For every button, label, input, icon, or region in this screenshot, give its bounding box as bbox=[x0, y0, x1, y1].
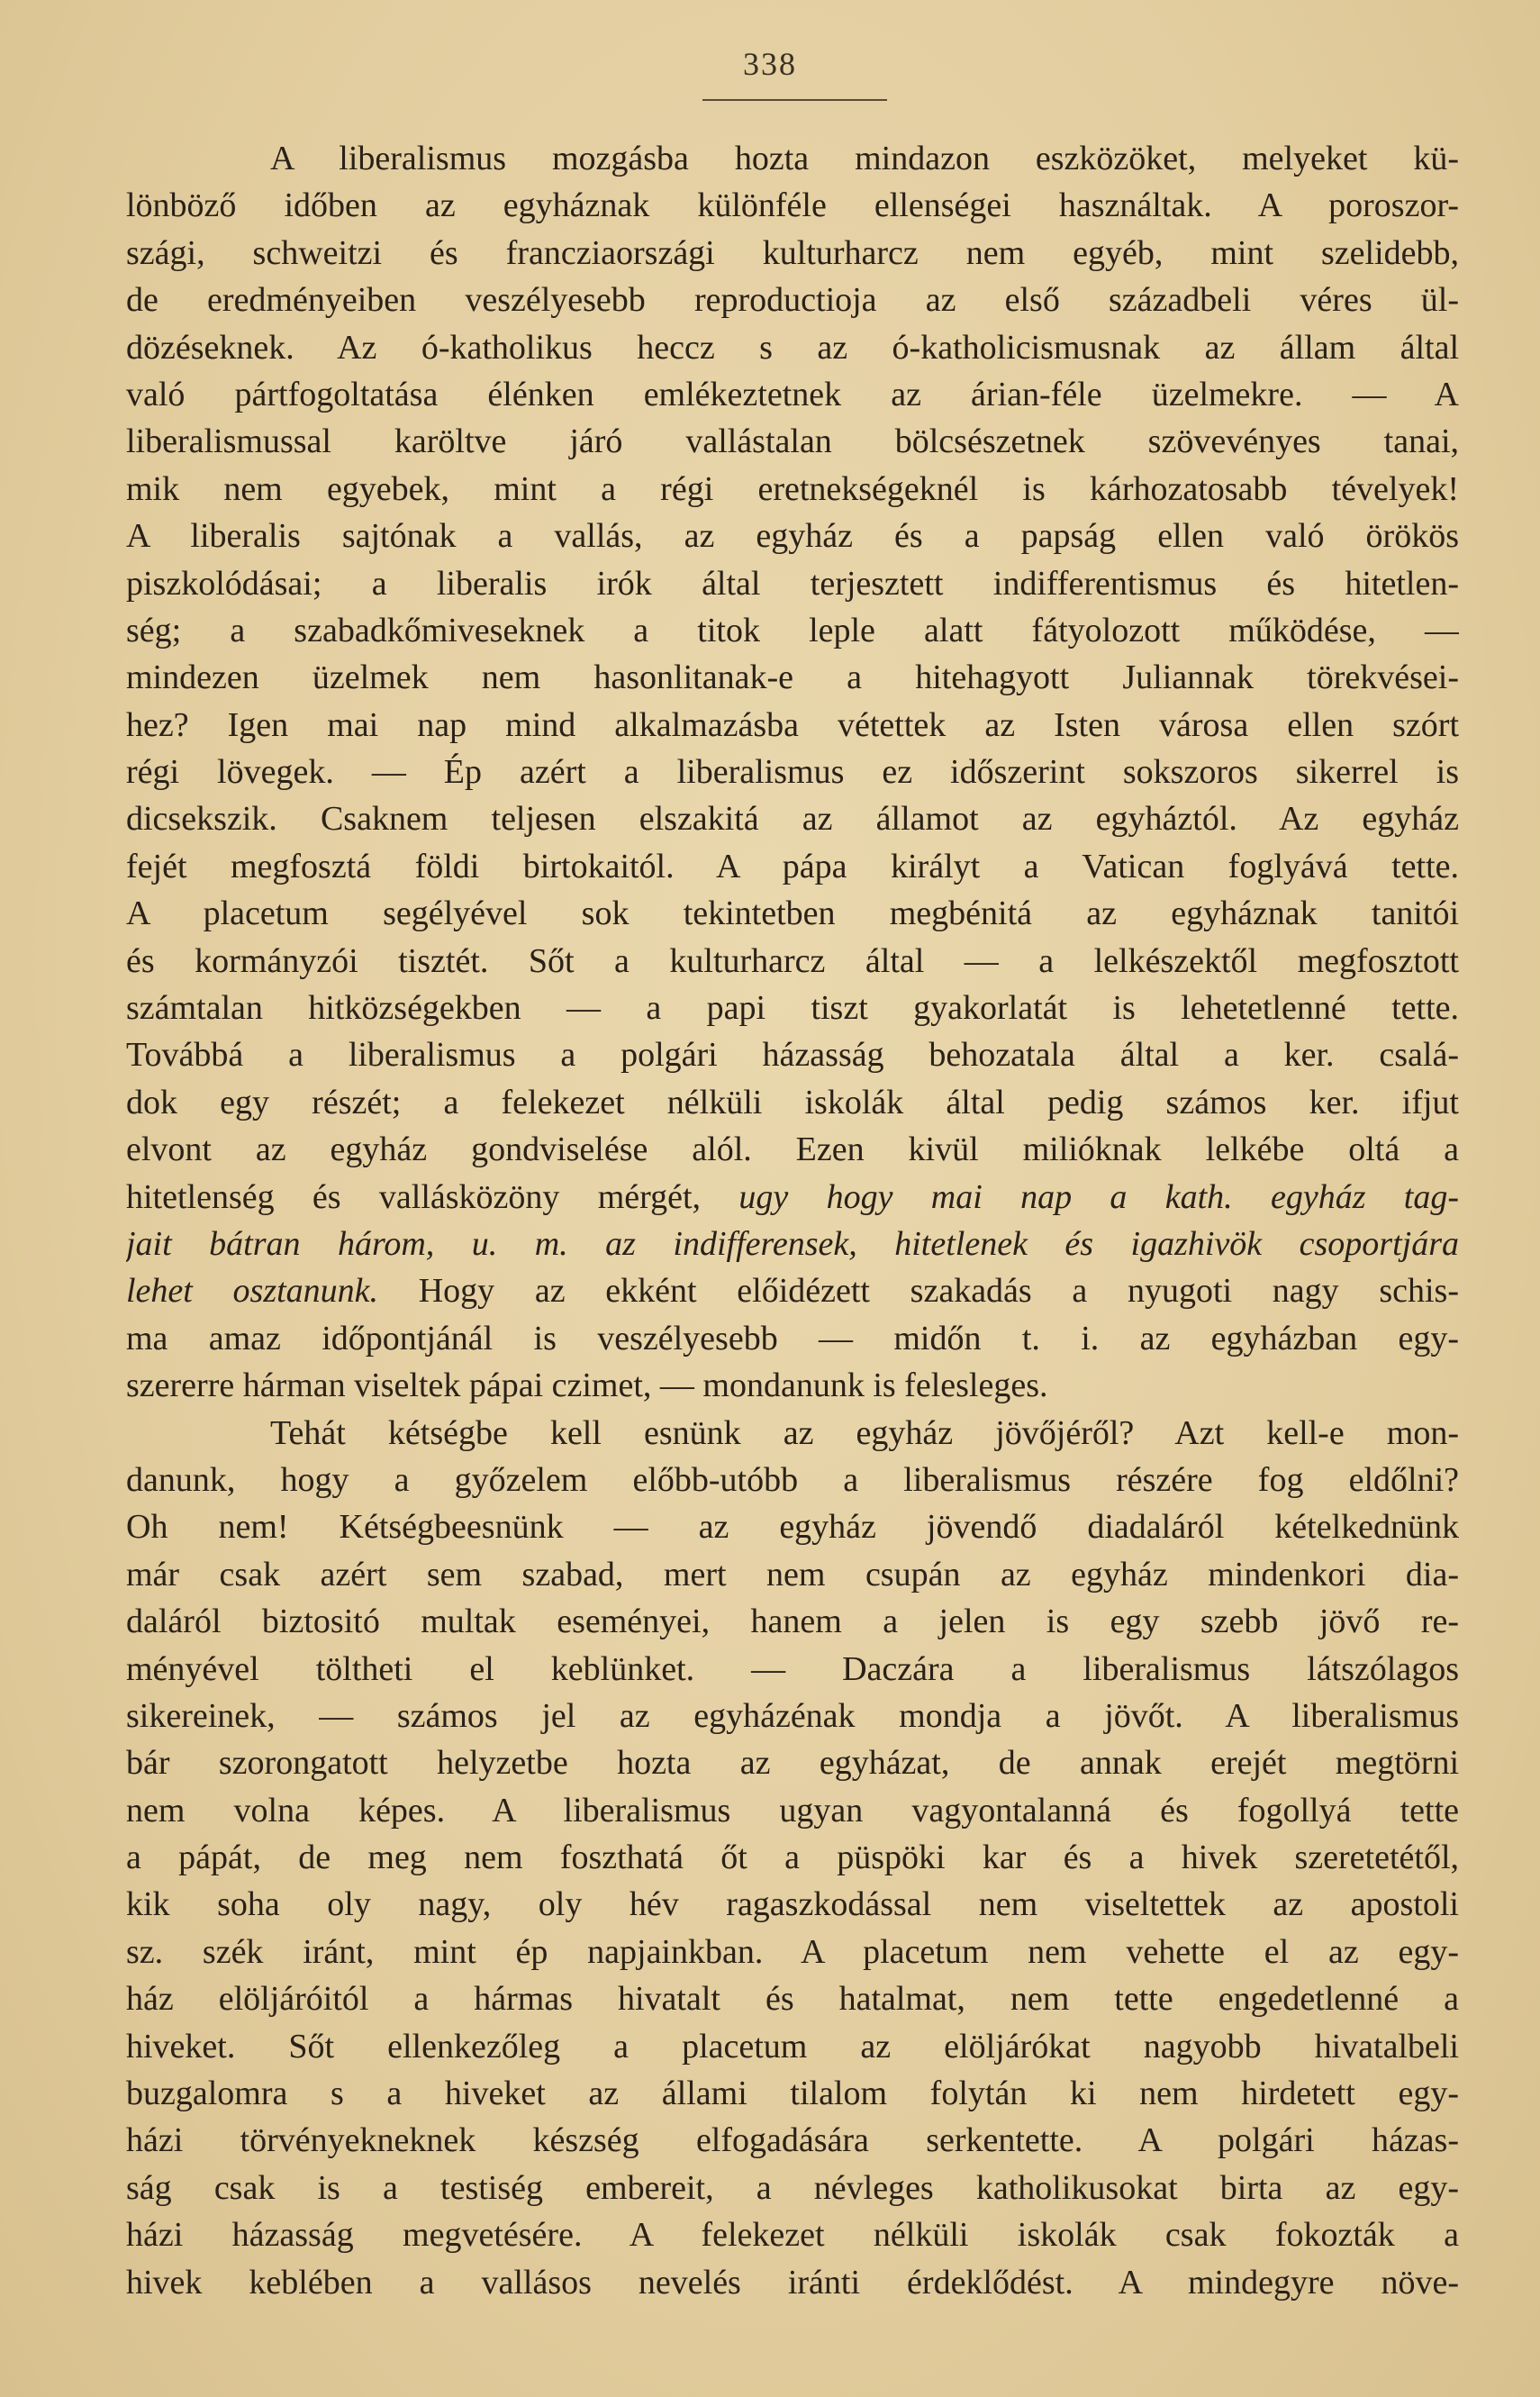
text-line bbox=[126, 1457, 1459, 1503]
line-text: hivek keblében a vallásos nevelés iránti érdeklődést. A mindegyre növe- bbox=[126, 2263, 1459, 2302]
line-text: lönböző időben az egyháznak különféle ellenségei használtak. A poroszor- bbox=[126, 186, 1459, 225]
text-line bbox=[126, 938, 1459, 985]
line-text: való pártfogoltatása élénken emlékeztetnek az árian-féle üzelmekre. — A bbox=[126, 375, 1459, 413]
text-line bbox=[126, 1126, 1459, 1173]
text-line bbox=[126, 2211, 1459, 2258]
line-text: ményével töltheti el keblünket. — Daczára a liberalismus látszólagos bbox=[126, 1649, 1459, 1688]
line-text: hiveket. Sőt ellenkezőleg a placetum az elöljárókat nagyobb hivatalbeli bbox=[126, 2027, 1459, 2066]
text-line bbox=[126, 1031, 1459, 1078]
line-text: piszkolódásai; a liberalis irók által terjesztett indifferentismus és hitetlen- bbox=[126, 564, 1459, 603]
line-text: kik soha oly nagy, oly hév ragaszkodással nem viseltettek az apostoli bbox=[126, 1885, 1459, 1924]
line-text: szererre hárman viseltek pápai czimet, — mondanunk is felesleges. bbox=[126, 1366, 1048, 1405]
line-text: bár szorongatott helyzetbe hozta az egyházat, de annak erejét megtörni bbox=[126, 1744, 1459, 1783]
italic-text: ugy hogy mai nap a kath. egyház tag- bbox=[701, 1177, 1459, 1216]
line-text: szági, schweitzi és francziaországi kulturharcz nem egyéb, mint szelidebb, bbox=[126, 233, 1459, 272]
text-line bbox=[126, 182, 1459, 229]
text-line bbox=[126, 466, 1459, 513]
line-text: házi házasság megvetésére. A felekezet nélküli iskolák csak fokozták a bbox=[126, 2216, 1459, 2255]
text-line bbox=[126, 654, 1459, 701]
line-text: sikereinek, — számos jel az egyházénak mondja a jövőt. A liberalismus bbox=[126, 1696, 1459, 1735]
line-text: számtalan hitközségekben — a papi tiszt gyakorlatát is lehetetlenné tette. bbox=[126, 989, 1459, 1028]
text-line bbox=[126, 749, 1459, 795]
line-text: A placetum segélyével sok tekintetben megbénitá az egyháznak tanitói bbox=[126, 894, 1459, 933]
line-text: hez? Igen mai nap mind alkalmazásba vétettek az Isten városa ellen szórt bbox=[126, 705, 1459, 744]
text-line bbox=[126, 1503, 1459, 1550]
text-line bbox=[126, 1739, 1459, 1786]
text-line bbox=[126, 1551, 1459, 1598]
text-line bbox=[126, 1598, 1459, 1645]
text-line bbox=[126, 843, 1459, 890]
line-text: már csak azért sem szabad, mert nem csupán az egyház mindenkori dia- bbox=[126, 1555, 1459, 1593]
line-text: régi lövegek. — Ép azért a liberalismus ez időszerint sokszoros sikerrel is bbox=[126, 753, 1459, 792]
line-text: fejét megfosztá földi birtokaitól. A pápa királyt a Vatican foglyává tette. bbox=[126, 847, 1459, 885]
line-text: és kormányzói tisztét. Sőt a kulturharcz által — a lelkészektől megfosztott bbox=[126, 941, 1459, 980]
line-text: Oh nem! Kétségbeesnünk — az egyház jövendő diadaláról kételkednünk bbox=[126, 1508, 1459, 1547]
text-line bbox=[126, 2259, 1459, 2306]
line-text: A liberalismus mozgásba hozta mindazon eszközöket, melyeket kü- bbox=[270, 140, 1459, 177]
text-line bbox=[126, 1975, 1459, 2022]
line-text: mik nem egyebek, mint a régi eretnekségeknél is kárhozatosabb tévelyek! bbox=[126, 469, 1459, 508]
text-line bbox=[126, 1834, 1459, 1881]
line-text: sz. szék iránt, mint ép napjainkban. A placetum nem vehette el az egy- bbox=[126, 1932, 1459, 1971]
text-line bbox=[126, 2165, 1459, 2211]
text-line bbox=[126, 795, 1459, 842]
text-line bbox=[126, 371, 1459, 418]
header-rule bbox=[702, 99, 887, 101]
line-text: Tehát kétségbe kell esnünk az egyház jövőjéről? Azt kell-e mon- bbox=[270, 1413, 1459, 1452]
text-line bbox=[126, 985, 1459, 1031]
text-line bbox=[126, 1929, 1459, 1975]
line-text: ság csak is a testiség embereit, a névleges katholikusokat birta az egy- bbox=[126, 2168, 1459, 2207]
italic-text: jait bátran három, u. m. az indifferensek, hitetlenek és igazhivök csoportjára bbox=[126, 1224, 1459, 1263]
text-line bbox=[126, 1410, 1459, 1457]
text-line bbox=[126, 2070, 1459, 2117]
text-line bbox=[126, 560, 1459, 607]
text-line bbox=[126, 1267, 1459, 1314]
line-text: ház elöljáróitól a hármas hivatalt és hatalmat, nem tette engedetlenné a bbox=[126, 1980, 1459, 2019]
text-line bbox=[126, 702, 1459, 749]
line-text: mindezen üzelmek nem hasonlitanak-e a hitehagyott Juliannak törekvései- bbox=[126, 658, 1459, 697]
line-text: buzgalomra s a hiveket az állami tilalom folytán ki nem hirdetett egy- bbox=[126, 2075, 1459, 2113]
text-line bbox=[126, 513, 1459, 559]
text-line bbox=[126, 890, 1459, 937]
line-text: liberalismussal karöltve járó vallástalan bölcsészetnek szövevényes tanai, bbox=[126, 422, 1459, 461]
text-line bbox=[126, 230, 1459, 277]
line-text: dicsekszik. Csaknem teljesen elszakitá az államot az egyháztól. Az egyház bbox=[126, 800, 1459, 839]
page-number: 338 bbox=[743, 46, 797, 82]
italic-text: lehet osztanunk. bbox=[126, 1272, 379, 1311]
line-text: a pápát, de meg nem foszthatá őt a püspöki kar és a hivek szeretetétől, bbox=[126, 1839, 1459, 1877]
line-text: de eredményeiben veszélyesebb reproductioja az első századbeli véres ül- bbox=[126, 281, 1459, 320]
line-text: elvont az egyház gondviselése alól. Ezen kivül milióknak lelkébe oltá a bbox=[126, 1130, 1459, 1169]
text-line bbox=[126, 1174, 1459, 1221]
line-text: Hogy az ekként előidézett szakadás a nyugoti nagy schis- bbox=[378, 1272, 1459, 1311]
line-text: dözéseknek. Az ó-katholikus heccz s az ó-katholicismusnak az állam által bbox=[126, 328, 1459, 367]
text-line bbox=[126, 2023, 1459, 2070]
line-text: danunk, hogy a győzelem előbb-utóbb a liberalismus részére fog eldőlni? bbox=[126, 1460, 1459, 1499]
line-text: hitetlenség és vallásközöny mérgét, bbox=[126, 1177, 702, 1216]
line-text: A liberalis sajtónak a vallás, az egyház és a papság ellen való örökös bbox=[126, 517, 1459, 556]
text-line bbox=[126, 1079, 1459, 1126]
line-text: dok egy részét; a felekezet nélküli iskolák által pedig számos ker. ifjut bbox=[126, 1083, 1459, 1121]
text-line bbox=[126, 1693, 1459, 1739]
text-line bbox=[126, 1315, 1459, 1362]
body-text bbox=[126, 135, 1459, 2306]
line-text: Továbbá a liberalismus a polgári házasság behozatala által a ker. csalá- bbox=[126, 1036, 1459, 1075]
text-line bbox=[126, 135, 1459, 182]
line-text: ség; a szabadkőmiveseknek a titok leple alatt fátyolozott működése, — bbox=[126, 611, 1459, 649]
text-line bbox=[126, 1646, 1459, 1693]
text-line bbox=[126, 418, 1459, 465]
line-text: ma amaz időpontjánál is veszélyesebb — midőn t. i. az egyházban egy- bbox=[126, 1319, 1459, 1357]
text-line bbox=[126, 324, 1459, 371]
text-line bbox=[126, 1881, 1459, 1928]
text-line bbox=[126, 2117, 1459, 2164]
text-line bbox=[126, 277, 1459, 323]
text-line bbox=[126, 1221, 1459, 1267]
line-text: nem volna képes. A liberalismus ugyan vagyontalanná és fogollyá tette bbox=[126, 1791, 1459, 1830]
text-line bbox=[126, 1787, 1459, 1834]
text-line bbox=[126, 1362, 1459, 1409]
text-line bbox=[126, 607, 1459, 654]
line-text: daláról biztositó multak eseményei, hanem a jelen is egy szebb jövő re- bbox=[126, 1603, 1459, 1641]
line-text: házi törvényekneknek készség elfogadására serkentette. A polgári házas- bbox=[126, 2121, 1459, 2160]
